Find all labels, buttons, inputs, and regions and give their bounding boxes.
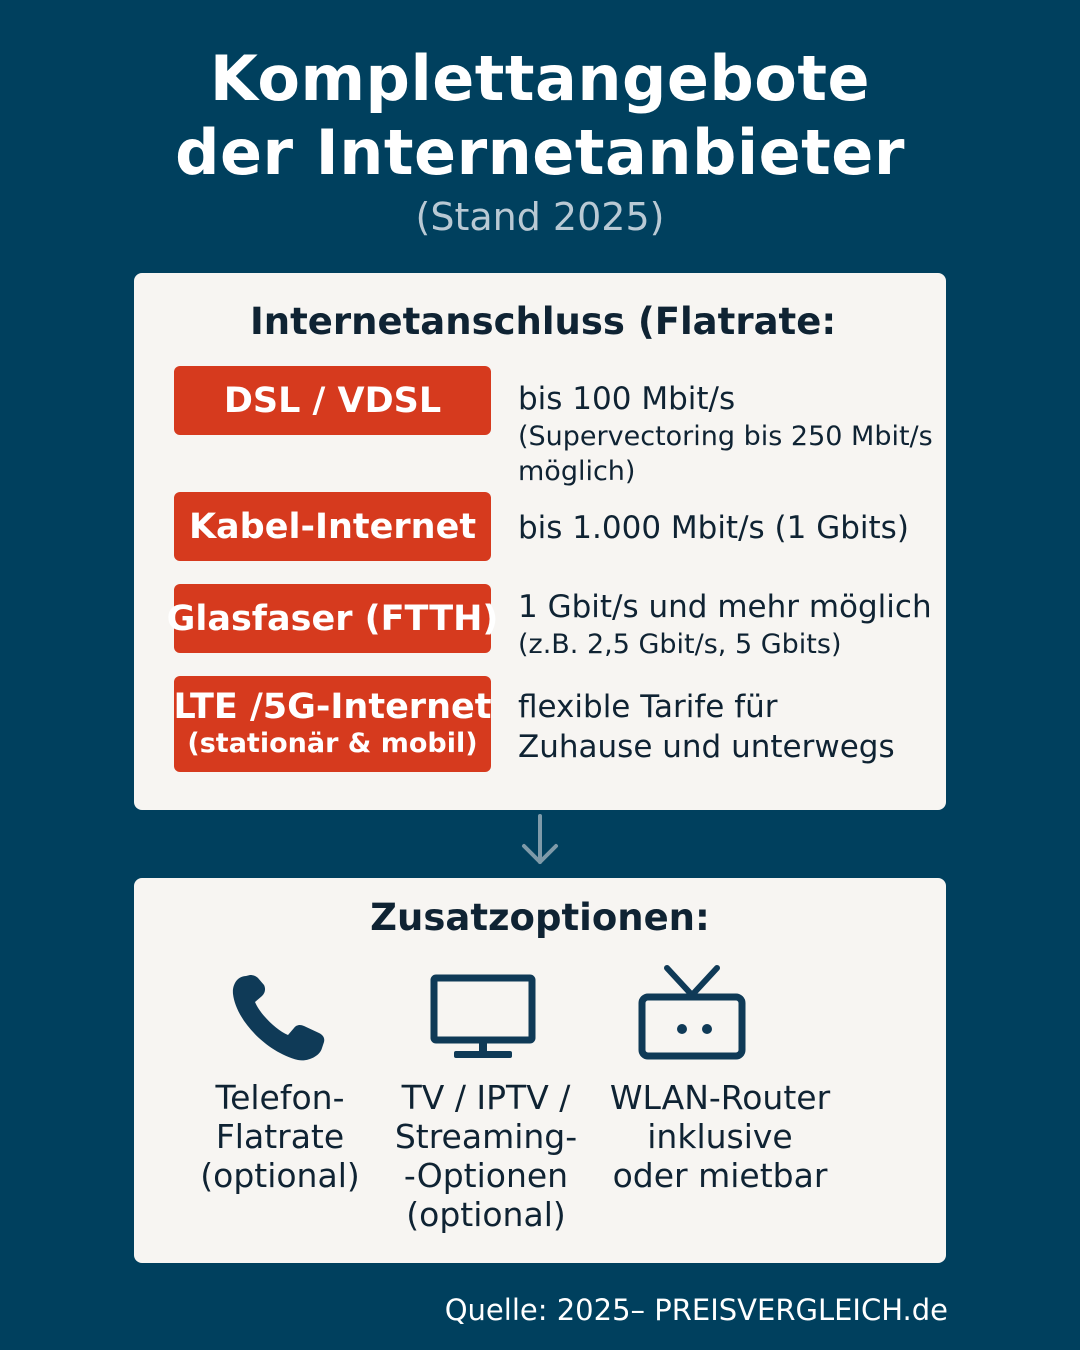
- pill-dsl-label: DSL / VDSL: [223, 380, 442, 421]
- desc-dsl: [518, 379, 938, 489]
- page-title-line-2: der Internetanbieter: [175, 116, 905, 189]
- option-phone-line-3: (optional): [200, 1156, 360, 1195]
- pill-fiber: [166, 584, 499, 653]
- pill-cable-label: Kabel-Internet: [188, 506, 477, 547]
- desc-lte-line-2: Zuhause und unterwegs: [518, 729, 895, 765]
- pill-dsl: [174, 366, 491, 435]
- internet-connection-heading: Internetanschluss (Flatrate:: [250, 300, 837, 343]
- option-tv-line-2: Streaming-: [394, 1117, 578, 1156]
- desc-lte-line-1: flexible Tarife für: [518, 689, 778, 725]
- desc-dsl-line-2: (Supervectoring bis 250 Mbit/s: [518, 421, 933, 452]
- desc-cable-line-1: bis 1.000 Mbit/s (1 Gbits): [518, 510, 909, 546]
- option-router-line-3: oder mietbar: [612, 1156, 828, 1195]
- monitor-icon: [430, 974, 536, 1060]
- option-tv-line-4: (optional): [406, 1195, 566, 1234]
- option-phone-line-2: Flatrate: [215, 1117, 345, 1156]
- desc-lte: [518, 687, 938, 767]
- desc-fiber-line-2: (z.B. 2,5 Gbit/s, 5 Gbits): [518, 629, 842, 660]
- desc-fiber: [518, 587, 938, 663]
- option-tv-label: [386, 1078, 586, 1234]
- option-router-label: [600, 1078, 840, 1195]
- pill-lte: [174, 676, 491, 772]
- tv-antenna-icon: [637, 964, 747, 1062]
- page-title-line-1: Komplettangebote: [209, 42, 871, 115]
- pill-lte-sublabel: (stationär & mobil): [187, 728, 478, 759]
- additional-options-heading: Zusatzoptionen:: [370, 896, 710, 939]
- phone-icon: [228, 972, 328, 1064]
- source-credit: Quelle: 2025– PREISVERGLEICH.de: [444, 1293, 948, 1327]
- option-phone-label: [180, 1078, 380, 1195]
- desc-fiber-line-1: 1 Gbit/s und mehr möglich: [518, 589, 932, 625]
- option-tv-line-1: TV / IPTV /: [401, 1078, 571, 1117]
- page-subtitle: (Stand 2025): [415, 195, 665, 239]
- option-phone-line-1: Telefon-: [215, 1078, 345, 1117]
- page-title: [0, 42, 1080, 190]
- pill-lte-label: LTE /5G-Internet: [173, 687, 492, 727]
- desc-cable: [518, 508, 938, 548]
- pill-fiber-label: Glasfaser (FTTH): [166, 598, 499, 639]
- arrow-down-icon: [519, 814, 561, 868]
- option-router-line-1: WLAN-Router: [609, 1078, 831, 1117]
- desc-dsl-line-3: möglich): [518, 456, 636, 487]
- option-tv-line-3: -Optionen: [403, 1156, 569, 1195]
- option-router-line-2: inklusive: [647, 1117, 793, 1156]
- pill-cable: [174, 492, 491, 561]
- desc-dsl-line-1: bis 100 Mbit/s: [518, 381, 736, 417]
